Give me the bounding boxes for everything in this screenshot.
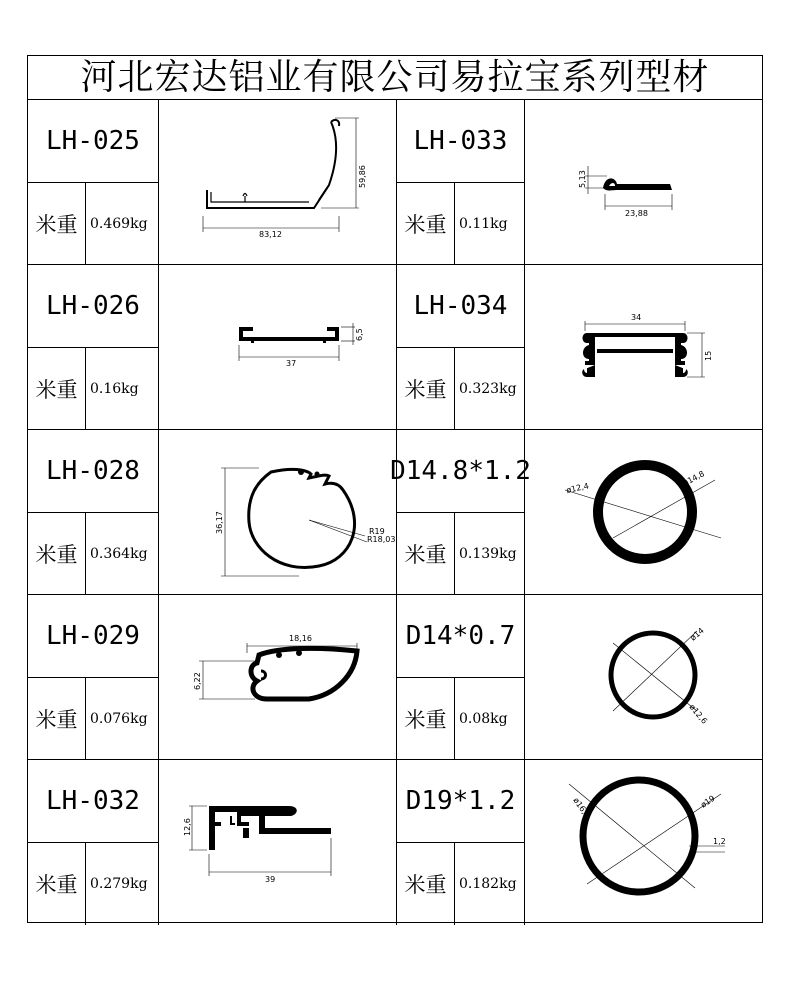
lh032-profile-drawing xyxy=(159,760,397,925)
dim-width: 83,12 xyxy=(259,230,282,239)
weight-value: 0.469kg xyxy=(90,216,148,232)
profile-code: LH-033 xyxy=(397,100,524,183)
dim-height: 12,6 xyxy=(183,818,192,836)
dim-wall: 1,2 xyxy=(713,837,726,846)
lh028-profile-drawing xyxy=(159,430,397,595)
catalog-sheet xyxy=(27,55,763,923)
dim-height: 6,5 xyxy=(355,328,364,341)
dim-width: 23,88 xyxy=(625,209,648,218)
profile-info-lh034 xyxy=(397,265,525,429)
dim-r1: R19 xyxy=(369,527,385,536)
catalog-row-2 xyxy=(28,265,762,430)
dim-r2: R18,03 xyxy=(367,535,396,544)
profile-drawing-lh034 xyxy=(525,265,764,429)
profile-code: LH-028 xyxy=(28,430,158,513)
lh029-profile-drawing xyxy=(159,595,397,760)
dim-inner: ø12,6 xyxy=(687,702,709,726)
profile-info-lh028 xyxy=(28,430,159,594)
profile-drawing-lh032 xyxy=(159,760,397,925)
profile-code: D14*0.7 xyxy=(397,595,524,678)
profile-code: LH-032 xyxy=(28,760,158,843)
profile-info-lh026 xyxy=(28,265,159,429)
weight-label: 米重 xyxy=(397,348,455,430)
weight-value: 0.279kg xyxy=(90,876,148,892)
lh026-profile-drawing xyxy=(159,265,397,430)
dim-height: 36,17 xyxy=(215,511,224,534)
profile-code: LH-029 xyxy=(28,595,158,678)
profile-drawing-d148 xyxy=(525,430,764,594)
profile-info-d148 xyxy=(390,430,531,594)
profile-info-lh032 xyxy=(28,760,159,925)
profile-code: LH-025 xyxy=(28,100,158,183)
profile-info-lh033 xyxy=(397,100,525,264)
profile-drawing-lh033 xyxy=(525,100,764,264)
weight-label: 米重 xyxy=(28,513,86,595)
dim-height: 5,13 xyxy=(578,170,587,188)
dim-height: 6,22 xyxy=(193,672,202,690)
weight-label: 米重 xyxy=(397,183,455,265)
d14-tube-drawing xyxy=(525,595,764,760)
weight-label: 米重 xyxy=(397,513,455,595)
dim-outer: ø14,8 xyxy=(681,469,706,488)
profile-drawing-lh026 xyxy=(159,265,397,429)
weight-label: 米重 xyxy=(28,843,86,925)
dim-inner: ø12,4 xyxy=(565,481,590,495)
weight-value: 0.323kg xyxy=(459,381,517,397)
profile-drawing-lh028 xyxy=(159,430,397,594)
profile-code: D19*1.2 xyxy=(397,760,524,843)
dim-outer: ø19 xyxy=(699,793,717,810)
dim-outer: ø14 xyxy=(688,625,706,643)
weight-label: 米重 xyxy=(28,678,86,760)
catalog-row-1 xyxy=(28,100,762,265)
weight-value: 0.139kg xyxy=(459,546,517,562)
weight-value: 0.364kg xyxy=(90,546,148,562)
weight-label: 米重 xyxy=(28,348,86,430)
dim-inner: ø16,6 xyxy=(571,795,592,820)
catalog-row-5 xyxy=(28,760,762,925)
profile-drawing-d14 xyxy=(525,595,764,759)
d19-tube-drawing xyxy=(525,760,764,925)
profile-info-d19 xyxy=(397,760,525,925)
dim-width: 37 xyxy=(286,359,297,368)
profile-info-lh025 xyxy=(28,100,159,264)
weight-value: 0.11kg xyxy=(459,216,508,232)
weight-label: 米重 xyxy=(397,678,455,760)
d148-tube-drawing xyxy=(525,430,764,595)
profile-drawing-d19 xyxy=(525,760,764,925)
profile-code: D14.8*1.2 xyxy=(397,430,524,513)
profile-drawing-lh025 xyxy=(159,100,397,264)
dim-height: 59,86 xyxy=(358,165,367,188)
page-title: 河北宏达铝业有限公司易拉宝系列型材 xyxy=(28,56,762,100)
weight-value: 0.182kg xyxy=(459,876,517,892)
weight-value: 0.16kg xyxy=(90,381,139,397)
lh033-profile-drawing xyxy=(525,100,764,265)
dim-width: 39 xyxy=(265,875,276,884)
profile-code: LH-026 xyxy=(28,265,158,348)
profile-info-lh029 xyxy=(28,595,159,759)
profile-code: LH-034 xyxy=(397,265,524,348)
profile-drawing-lh029 xyxy=(159,595,397,759)
weight-label: 米重 xyxy=(397,843,455,925)
weight-value: 0.08kg xyxy=(459,711,508,727)
weight-label: 米重 xyxy=(28,183,86,265)
catalog-row-3 xyxy=(28,430,762,595)
lh025-profile-drawing xyxy=(159,100,397,265)
lh034-profile-drawing xyxy=(525,265,764,430)
weight-value: 0.076kg xyxy=(90,711,148,727)
catalog-row-4 xyxy=(28,595,762,760)
dim-height: 15 xyxy=(704,350,713,361)
dim-width: 18,16 xyxy=(289,634,312,643)
dim-width: 34 xyxy=(631,313,642,322)
profile-info-d14 xyxy=(397,595,525,759)
